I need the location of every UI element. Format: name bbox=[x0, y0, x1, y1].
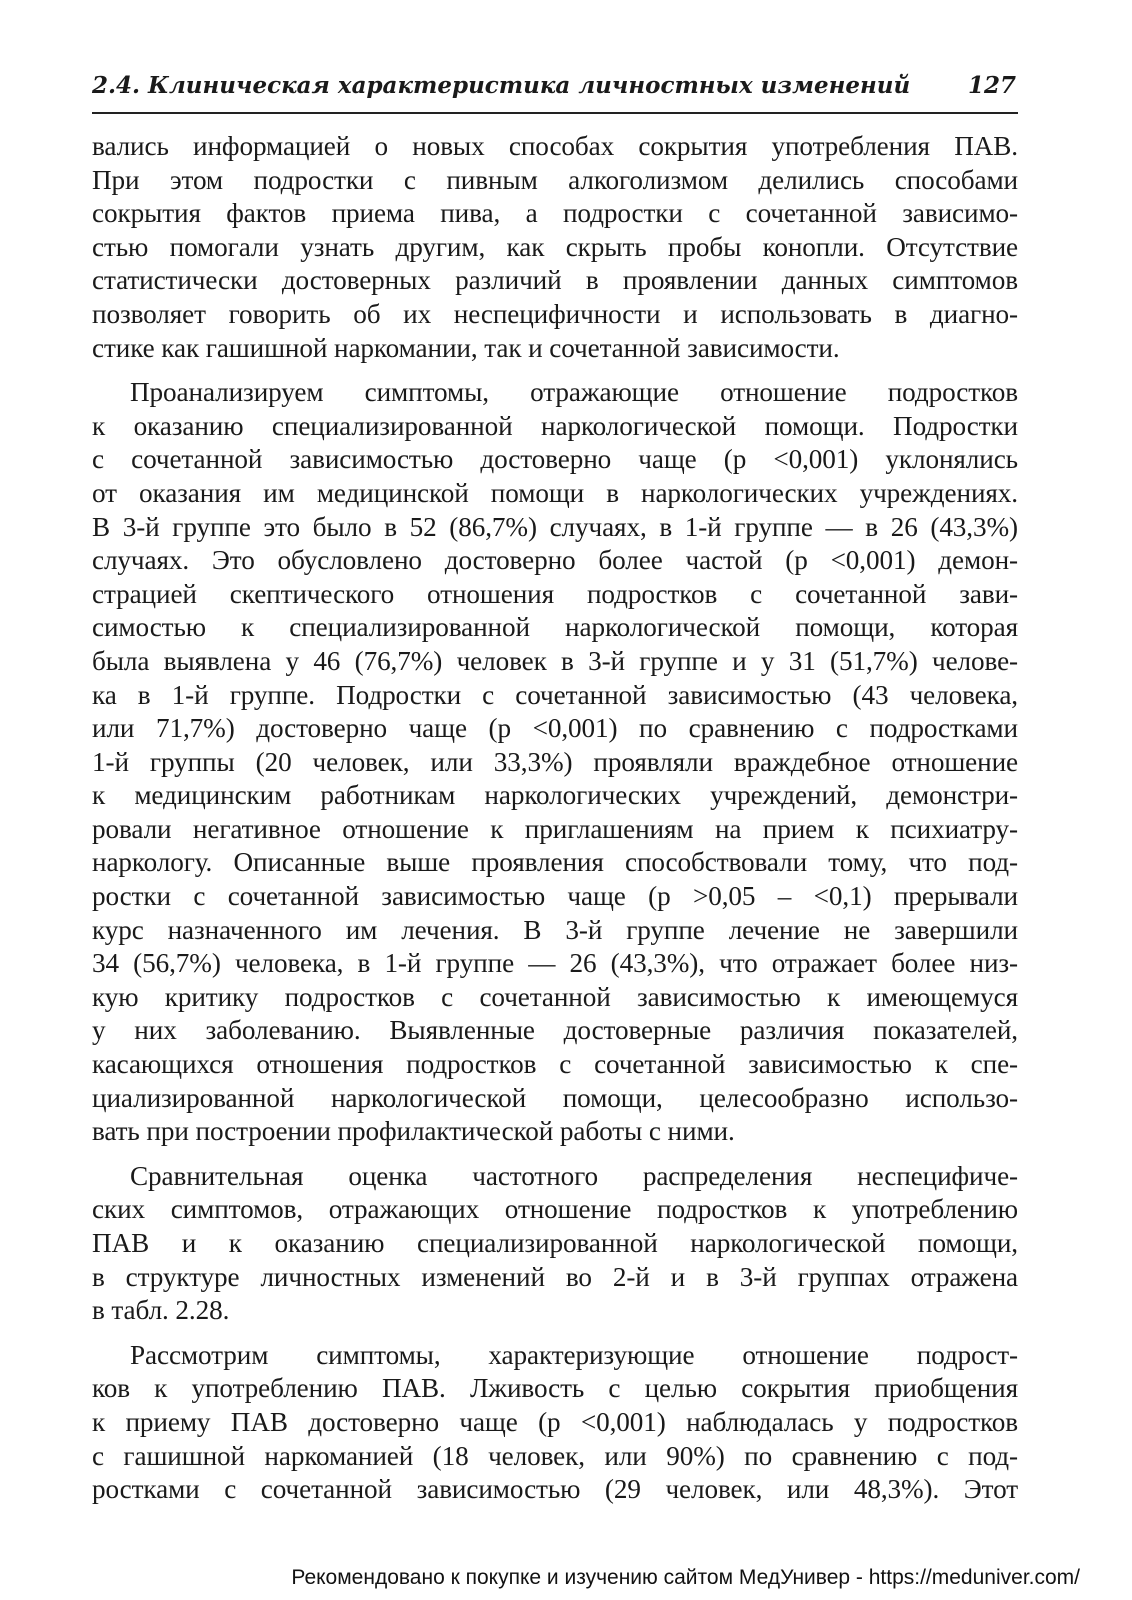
text-line: стью помогали узнать другим, как скрыть пробы конопли. Отсутствие bbox=[92, 231, 1018, 262]
text-line: стике как гашишной наркомании, так и сочетанной зависимости. bbox=[92, 332, 840, 363]
text-line: Рассмотрим симптомы, характеризующие отношение подрост- bbox=[130, 1339, 1018, 1370]
text-line: ростками с сочетанной зависимостью (29 человек, или 48,3%). Этот bbox=[92, 1474, 1018, 1505]
text-line: При этом подростки с пивным алкоголизмом делились способами bbox=[92, 164, 1018, 195]
text-line: симостью к специализированной наркологической помощи, которая bbox=[92, 612, 1018, 643]
text-line: наркологу. Описанные выше проявления способствовали тому, что под- bbox=[92, 847, 1018, 878]
text-line: случаях. Это обусловлено достоверно более частой (p <0,001) демон- bbox=[92, 545, 1018, 576]
text-line: ростки с сочетанной зависимостью чаще (p >0,05 – <0,1) прерывали bbox=[92, 881, 1018, 912]
text-line: вались информацией о новых способах сокрытия употребления ПАВ. bbox=[92, 131, 1018, 161]
text-line: сокрытия фактов приема пива, а подростки с сочетанной зависимо- bbox=[92, 198, 1018, 229]
text-line: от оказания им медицинской помощи в наркологических учреждениях. bbox=[92, 477, 1018, 508]
paragraph-3 bbox=[92, 1160, 1018, 1328]
text-line: в структуре личностных изменений во 2-й и в 3-й группах отражена bbox=[92, 1261, 1018, 1292]
text-line: касающихся отношения подростков с сочетанной зависимостью к спе- bbox=[92, 1049, 1018, 1080]
text-line: позволяет говорить об их неспецифичности и использовать в диагно- bbox=[92, 298, 1018, 329]
text-line: ка в 1-й группе. Подростки с сочетанной зависимостью (43 человека, bbox=[92, 679, 1018, 710]
text-line: ПАВ и к оказанию специализированной наркологической помощи, bbox=[92, 1228, 1018, 1258]
text-line: с гашишной наркоманией (18 человек, или 90%) по сравнению с под- bbox=[92, 1440, 1018, 1471]
paragraph-1 bbox=[92, 130, 1018, 365]
text-line: вать при построении профилактической работы с ними. bbox=[92, 1116, 735, 1147]
text-line: ских симптомов, отражающих отношение подростков к употреблению bbox=[92, 1194, 1018, 1225]
paragraph-2 bbox=[92, 376, 1018, 1149]
text-line: Проанализируем симптомы, отражающие отношение подростков bbox=[130, 377, 1018, 408]
text-line: Сравнительная оценка частотного распределения неспецифиче- bbox=[130, 1160, 1018, 1191]
text-line: была выявлена у 46 (76,7%) человек в 3-й группе и у 31 (51,7%) челове- bbox=[92, 645, 1018, 676]
text-line: кую критику подростков с сочетанной зависимостью к имеющемуся bbox=[92, 981, 1018, 1012]
paragraph-4 bbox=[92, 1339, 1018, 1507]
footer-recommendation: Рекомендовано к покупке и изучению сайтом МедУнивер - https://meduniver.com/ bbox=[291, 1566, 1080, 1589]
running-head bbox=[92, 66, 1018, 114]
text-line: к приему ПАВ достоверно чаще (p <0,001) наблюдалась у подростков bbox=[92, 1406, 1018, 1437]
text-line: ков к употреблению ПАВ. Лживость с целью сокрытия приобщения bbox=[92, 1373, 1018, 1404]
text-line: страцией скептического отношения подростков с сочетанной зави- bbox=[92, 578, 1018, 609]
body-text bbox=[92, 130, 1018, 1518]
chapter-title: 2.4. Клиническая характеристика личностных изменений bbox=[92, 72, 911, 99]
text-line: курс назначенного им лечения. В 3-й группе лечение не завершили bbox=[92, 914, 1018, 945]
text-line: или 71,7%) достоверно чаще (p <0,001) по сравнению с подростками bbox=[92, 713, 1018, 744]
text-line: ровали негативное отношение к приглашениям на прием к психиатру- bbox=[92, 813, 1018, 844]
text-line: с сочетанной зависимостью достоверно чаще (p <0,001) уклонялись bbox=[92, 444, 1018, 475]
text-line: к медицинским работникам наркологических учреждений, демонстри- bbox=[92, 780, 1018, 811]
text-line: в табл. 2.28. bbox=[92, 1295, 230, 1326]
text-line: статистически достоверных различий в проявлении данных симптомов bbox=[92, 265, 1018, 296]
text-line: циализированной наркологической помощи, целесообразно использо- bbox=[92, 1082, 1018, 1113]
text-line: 34 (56,7%) человека, в 1-й группе — 26 (43,3%), что отражает более низ- bbox=[92, 948, 1018, 979]
text-line: у них заболеванию. Выявленные достоверные различия показателей, bbox=[92, 1015, 1018, 1046]
text-line: к оказанию специализированной наркологической помощи. Подростки bbox=[92, 410, 1018, 441]
text-line: В 3-й группе это было в 52 (86,7%) случаях, в 1-й группе — в 26 (43,3%) bbox=[92, 511, 1018, 542]
page-number: 127 bbox=[967, 72, 1016, 99]
text-line: 1-й группы (20 человек, или 33,3%) проявляли враждебное отношение bbox=[92, 746, 1018, 777]
